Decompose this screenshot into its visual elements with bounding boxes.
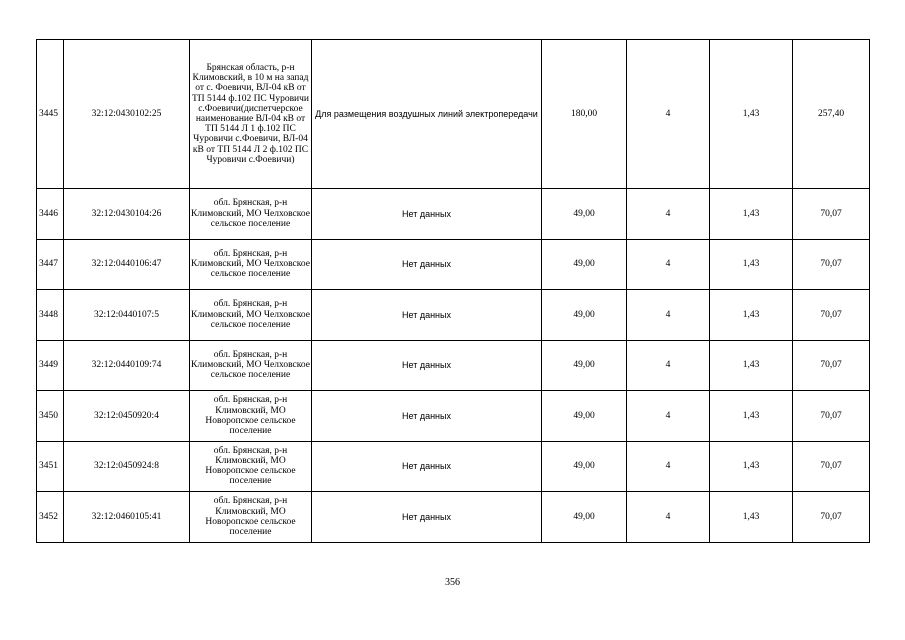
address: обл. Брянская, р-н Климовский, МО Челховское сельское поселение: [190, 290, 312, 341]
row-number: 3451: [37, 441, 64, 492]
area: 49,00: [542, 239, 627, 290]
coefficient-2: 1,43: [710, 391, 793, 442]
amount: 70,07: [793, 391, 870, 442]
coefficient-1: 4: [627, 189, 710, 240]
cadastral-number: 32:12:0440109:74: [64, 340, 190, 391]
amount: 257,40: [793, 40, 870, 189]
coefficient-2: 1,43: [710, 290, 793, 341]
area: 49,00: [542, 391, 627, 442]
amount: 70,07: [793, 441, 870, 492]
row-number: 3448: [37, 290, 64, 341]
coefficient-2: 1,43: [710, 239, 793, 290]
coefficient-2: 1,43: [710, 492, 793, 543]
amount: 70,07: [793, 492, 870, 543]
area: 49,00: [542, 492, 627, 543]
amount: 70,07: [793, 239, 870, 290]
coefficient-1: 4: [627, 441, 710, 492]
coefficient-2: 1,43: [710, 189, 793, 240]
address: обл. Брянская, р-н Климовский, МО Новоропское сельское поселение: [190, 391, 312, 442]
permitted-use: Нет данных: [312, 340, 542, 391]
coefficient-2: 1,43: [710, 40, 793, 189]
table-row: [37, 290, 870, 341]
table-row: [37, 391, 870, 442]
address: обл. Брянская, р-н Климовский, МО Челховское сельское поселение: [190, 189, 312, 240]
permitted-use: Нет данных: [312, 391, 542, 442]
row-number: 3452: [37, 492, 64, 543]
cadastral-number: 32:12:0460105:41: [64, 492, 190, 543]
row-number: 3447: [37, 239, 64, 290]
table-row: [37, 441, 870, 492]
table-row: [37, 340, 870, 391]
area: 49,00: [542, 340, 627, 391]
amount: 70,07: [793, 189, 870, 240]
cadastral-number: 32:12:0450924:8: [64, 441, 190, 492]
address: обл. Брянская, р-н Климовский, МО Новоропское сельское поселение: [190, 441, 312, 492]
table-row: [37, 492, 870, 543]
cadastral-number: 32:12:0430102:25: [64, 40, 190, 189]
amount: 70,07: [793, 340, 870, 391]
cadastral-number: 32:12:0450920:4: [64, 391, 190, 442]
row-number: 3449: [37, 340, 64, 391]
coefficient-1: 4: [627, 340, 710, 391]
permitted-use: Нет данных: [312, 239, 542, 290]
permitted-use: Нет данных: [312, 441, 542, 492]
coefficient-1: 4: [627, 492, 710, 543]
address: обл. Брянская, р-н Климовский, МО Челховское сельское поселение: [190, 340, 312, 391]
row-number: 3446: [37, 189, 64, 240]
permitted-use: Нет данных: [312, 189, 542, 240]
area: 180,00: [542, 40, 627, 189]
area: 49,00: [542, 290, 627, 341]
permitted-use: Нет данных: [312, 290, 542, 341]
land-plots-table: [36, 39, 870, 543]
coefficient-1: 4: [627, 391, 710, 442]
address: Брянская область, р-н Климовский, в 10 м на запад от с. Фоевичи, ВЛ-04 кВ от ТП 5144 ф.102 ПС Чуровичи с.Фоевичи(диспетчерское наименование ВЛ-04 кВ от ТП 5144 Л 1 ф.102 ПС Чуровичи с.Фоевичи, ВЛ-04 кВ от ТП 5144 Л 2 ф.102 ПС Чуровичи с.Фоевичи): [190, 40, 312, 189]
permitted-use: Для размещения воздушных линий электропередачи: [312, 40, 542, 189]
cadastral-number: 32:12:0430104:26: [64, 189, 190, 240]
coefficient-1: 4: [627, 239, 710, 290]
area: 49,00: [542, 441, 627, 492]
cadastral-number: 32:12:0440106:47: [64, 239, 190, 290]
table-row: [37, 239, 870, 290]
table-row: [37, 189, 870, 240]
permitted-use: Нет данных: [312, 492, 542, 543]
page-number: 356: [445, 577, 460, 588]
row-number: 3445: [37, 40, 64, 189]
coefficient-2: 1,43: [710, 441, 793, 492]
table-row: [37, 40, 870, 189]
area: 49,00: [542, 189, 627, 240]
amount: 70,07: [793, 290, 870, 341]
row-number: 3450: [37, 391, 64, 442]
coefficient-1: 4: [627, 40, 710, 189]
cadastral-number: 32:12:0440107:5: [64, 290, 190, 341]
coefficient-2: 1,43: [710, 340, 793, 391]
address: обл. Брянская, р-н Климовский, МО Челховское сельское поселение: [190, 239, 312, 290]
coefficient-1: 4: [627, 290, 710, 341]
address: обл. Брянская, р-н Климовский, МО Новоропское сельское поселение: [190, 492, 312, 543]
